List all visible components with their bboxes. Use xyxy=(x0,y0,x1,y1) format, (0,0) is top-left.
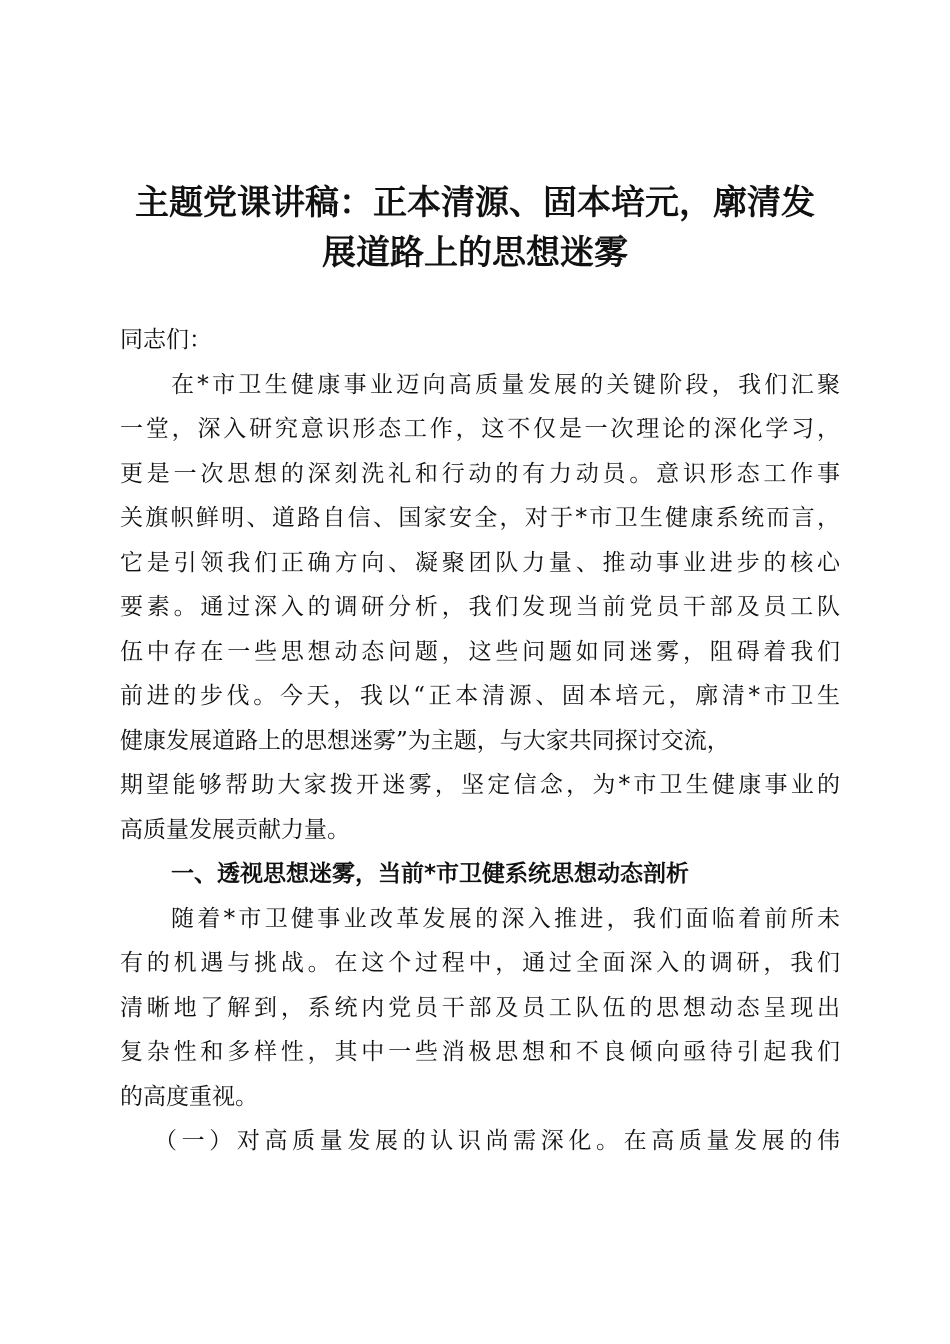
paragraph-line: 更是一次思想的深刻洗礼和行动的有力动员。意识形态工作事 xyxy=(120,460,840,487)
paragraph-line: 在*市卫生健康事业迈向高质量发展的关键阶段，我们汇聚 xyxy=(171,371,840,398)
paragraph-line: 它是引领我们正确方向、凝聚团队力量、推动事业进步的核心 xyxy=(120,549,840,576)
paragraph-line: 清晰地了解到，系统内党员干部及员工队伍的思想动态呈现出 xyxy=(120,994,840,1021)
paragraph-line: 复杂性和多样性，其中一些消极思想和不良倾向亟待引起我们 xyxy=(120,1039,840,1065)
paragraph-line: 前进的步伐。今天，我以“正本清源、固本培元，廓清*市卫生 xyxy=(120,683,840,709)
paragraph-line: 期望能够帮助大家拨开迷雾，坚定信念，为*市卫生健康事业的 xyxy=(120,772,840,798)
paragraph-line: 要素。通过深入的调研分析，我们发现当前党员干部及员工队 xyxy=(120,594,840,620)
paragraph-line: 伍中存在一些思想动态问题，这些问题如同迷雾，阻碍着我们 xyxy=(120,638,840,665)
document-title xyxy=(110,178,840,278)
paragraph-line: 的高度重视。 xyxy=(120,1083,258,1110)
section-heading: 一、透视思想迷雾，当前*市卫健系统思想动态剖析 xyxy=(171,861,690,887)
document-body xyxy=(120,318,840,1164)
paragraph-line: 关旗帜鲜明、道路自信、国家安全，对于*市卫生健康系统而言， xyxy=(120,505,840,531)
paragraph-line: 高质量发展贡献力量。 xyxy=(120,816,350,843)
paragraph-line: 健康发展道路上的思想迷雾”为主题，与大家共同探讨交流， xyxy=(120,727,730,754)
title-line-1: 主题党课讲稿：正本清源、固本培元，廓清发 xyxy=(135,183,815,223)
paragraph-line: 随着*市卫健事业改革发展的深入推进，我们面临着前所未 xyxy=(171,905,840,932)
salutation: 同志们： xyxy=(120,327,212,353)
title-line-2: 展道路上的思想迷雾 xyxy=(322,233,628,273)
subsection-heading: （一）对高质量发展的认识尚需深化。在高质量发展的伟 xyxy=(154,1128,840,1154)
paragraph-line: 有的机遇与挑战。在这个过程中，通过全面深入的调研，我们 xyxy=(120,950,840,976)
paragraph-line: 一堂，深入研究意识形态工作，这不仅是一次理论的深化学习， xyxy=(120,416,840,442)
